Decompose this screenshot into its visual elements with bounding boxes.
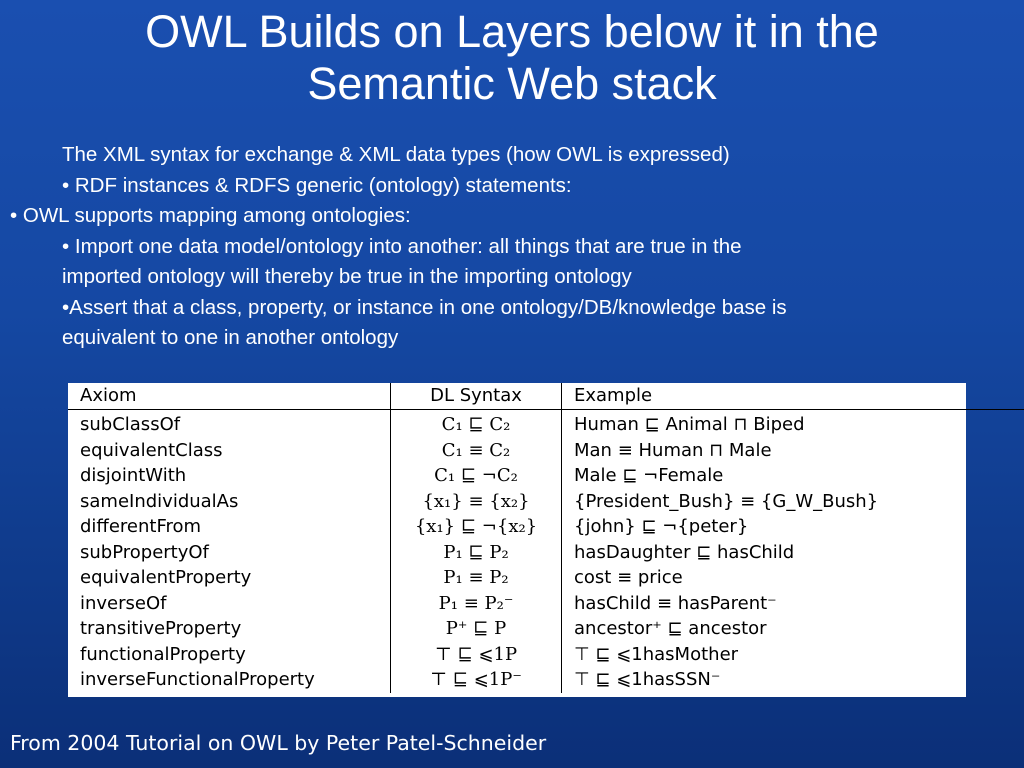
axiom-cell: inverseFunctionalProperty: [68, 667, 391, 693]
example-cell: cost ≡ price: [574, 567, 683, 588]
example-cell: hasDaughter ⊑ hasChild: [574, 541, 795, 563]
axiom-cell: inverseOf: [68, 591, 391, 617]
axiom-cell: differentFrom: [68, 514, 391, 540]
dl-syntax-cell: P⁺ ⊑ P: [391, 616, 562, 642]
axiom-cell: functionalProperty: [68, 642, 391, 668]
table-row: [68, 410, 1024, 438]
example-cell: Man ≡ Human ⊓ Male: [574, 439, 772, 461]
bullet-assert-equivalence: •Assert that a class, property, or instance in one ontology/DB/knowledge base is: [62, 295, 787, 319]
axiom-cell: transitiveProperty: [68, 616, 391, 642]
table-row: [68, 463, 1024, 489]
table-row: [68, 565, 1024, 591]
axiom-table-panel: [68, 383, 966, 697]
source-credit: From 2004 Tutorial on OWL by Peter Patel-Schneider: [10, 731, 547, 755]
axiom-cell: subClassOf: [68, 410, 391, 438]
table-row: [68, 616, 1024, 642]
header-axiom: Axiom: [68, 383, 391, 410]
bullet-list: [0, 140, 1024, 354]
dl-syntax-cell: C₁ ⊑ C₂: [391, 410, 562, 438]
table-header-row: [68, 383, 1024, 410]
table-row: [68, 489, 1024, 515]
table-row: [68, 591, 1024, 617]
dl-syntax-cell: P₁ ⊑ P₂: [391, 540, 562, 566]
axiom-cell: disjointWith: [68, 463, 391, 489]
axiom-cell: equivalentClass: [68, 438, 391, 464]
dl-syntax-cell: P₁ ≡ P₂⁻: [391, 591, 562, 617]
table-row: [68, 438, 1024, 464]
example-cell: ⊤ ⊑ ⩽1hasMother: [574, 643, 739, 665]
bullet-owl-mapping: • OWL supports mapping among ontologies:: [10, 204, 411, 227]
bullet-import-model-cont: imported ontology will thereby be true in the importing ontology: [62, 265, 632, 288]
axiom-table: [68, 383, 1024, 693]
table-row: [68, 540, 1024, 566]
dl-syntax-cell: {x₁} ≡ {x₂}: [391, 489, 562, 515]
bullet-rdf-instances: • RDF instances & RDFS generic (ontology) statements:: [62, 173, 572, 197]
axiom-cell: equivalentProperty: [68, 565, 391, 591]
dl-syntax-cell: C₁ ⊑ ¬C₂: [391, 463, 562, 489]
example-cell: Male ⊑ ¬Female: [574, 465, 724, 486]
example-cell: {john} ⊑ ¬{peter}: [574, 516, 749, 537]
example-cell: {President_Bush} ≡ {G_W_Bush}: [574, 490, 879, 512]
example-cell: ⊤ ⊑ ⩽1hasSSN⁻: [574, 669, 721, 690]
header-dl-syntax: DL Syntax: [391, 383, 562, 410]
dl-syntax-cell: {x₁} ⊑ ¬{x₂}: [391, 514, 562, 540]
bullet-xml-syntax: The XML syntax for exchange & XML data types (how OWL is expressed): [62, 143, 730, 166]
dl-syntax-cell: P₁ ≡ P₂: [391, 565, 562, 591]
table-row: [68, 514, 1024, 540]
example-cell: ancestor⁺ ⊑ ancestor: [574, 618, 767, 639]
dl-syntax-cell: ⊤ ⊑ ⩽1P⁻: [391, 667, 562, 693]
header-example: Example: [562, 383, 1024, 410]
dl-syntax-cell: C₁ ≡ C₂: [391, 438, 562, 464]
slide-title-line-2: Semantic Web stack: [307, 58, 717, 109]
table-row: [68, 642, 1024, 668]
example-cell: Human ⊑ Animal ⊓ Biped: [574, 414, 805, 435]
example-cell: hasChild ≡ hasParent⁻: [574, 592, 777, 614]
bullet-import-model: • Import one data model/ontology into another: all things that are true in the: [62, 234, 742, 258]
dl-syntax-cell: ⊤ ⊑ ⩽1P: [391, 642, 562, 668]
axiom-cell: subPropertyOf: [68, 540, 391, 566]
axiom-cell: sameIndividualAs: [68, 489, 391, 515]
slide-title: [0, 6, 1024, 110]
slide-title-line-1: OWL Builds on Layers below it in the: [145, 6, 879, 57]
bullet-assert-equivalence-cont: equivalent to one in another ontology: [62, 326, 399, 349]
table-row: [68, 667, 1024, 693]
